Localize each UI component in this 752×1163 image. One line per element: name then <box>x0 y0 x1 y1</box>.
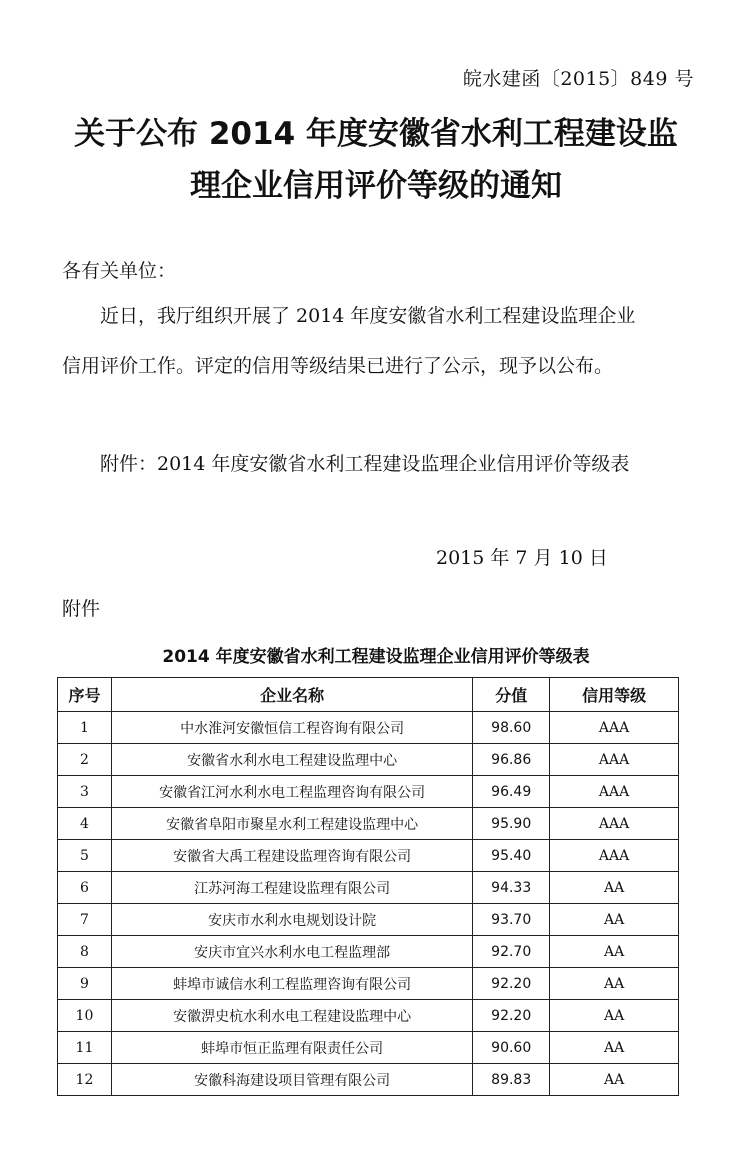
row-company-name: 安徽省大禹工程建设监理咨询有限公司 <box>111 840 472 872</box>
row-company-name: 安徽科海建设项目管理有限公司 <box>111 1064 472 1096</box>
header-company-name: 企业名称 <box>111 678 472 712</box>
attachment-label: 附件 <box>62 598 101 620</box>
table-row <box>58 744 679 776</box>
table-row <box>58 1064 679 1096</box>
table-row <box>58 1032 679 1064</box>
table-row <box>58 872 679 904</box>
body-paragraph-line-1: 近日，我厅组织开展了 2014 年度安徽省水利工程建设监理企业 <box>100 305 636 327</box>
row-index: 1 <box>58 712 112 744</box>
table-row <box>58 776 679 808</box>
row-index: 9 <box>58 968 112 1000</box>
row-company-name: 安徽省阜阳市聚星水利工程建设监理中心 <box>111 808 472 840</box>
header-score: 分值 <box>473 678 550 712</box>
row-score: 93.70 <box>473 904 550 936</box>
header-credit-grade: 信用等级 <box>550 678 679 712</box>
table-row <box>58 968 679 1000</box>
row-credit-grade: AA <box>550 968 679 1000</box>
header-index: 序号 <box>58 678 112 712</box>
table-row <box>58 904 679 936</box>
row-credit-grade: AAA <box>550 712 679 744</box>
table-row <box>58 840 679 872</box>
row-credit-grade: AAA <box>550 840 679 872</box>
table-row <box>58 936 679 968</box>
row-credit-grade: AA <box>550 1000 679 1032</box>
table-header-row <box>58 678 679 712</box>
row-credit-grade: AA <box>550 1032 679 1064</box>
row-company-name: 江苏河海工程建设监理有限公司 <box>111 872 472 904</box>
table-row <box>58 1000 679 1032</box>
credit-rating-table <box>57 677 679 1096</box>
row-score: 90.60 <box>473 1032 550 1064</box>
document-number: 皖水建函〔2015〕849 号 <box>462 68 694 90</box>
row-index: 5 <box>58 840 112 872</box>
row-company-name: 蚌埠市诚信水利工程监理咨询有限公司 <box>111 968 472 1000</box>
row-index: 3 <box>58 776 112 808</box>
row-credit-grade: AA <box>550 1064 679 1096</box>
row-company-name: 安徽省江河水利水电工程监理咨询有限公司 <box>111 776 472 808</box>
notice-title <box>40 108 712 212</box>
attachment-reference: 附件：2014 年度安徽省水利工程建设监理企业信用评价等级表 <box>100 453 630 475</box>
row-credit-grade: AAA <box>550 744 679 776</box>
row-credit-grade: AA <box>550 936 679 968</box>
row-company-name: 中水淮河安徽恒信工程咨询有限公司 <box>111 712 472 744</box>
notice-title-line-1: 关于公布 2014 年度安徽省水利工程建设监 <box>74 116 678 152</box>
row-credit-grade: AAA <box>550 776 679 808</box>
issue-date: 2015 年 7 月 10 日 <box>436 547 608 569</box>
row-index: 8 <box>58 936 112 968</box>
table-title: 2014 年度安徽省水利工程建设监理企业信用评价等级表 <box>162 647 590 667</box>
row-company-name: 安庆市宜兴水利水电工程监理部 <box>111 936 472 968</box>
row-index: 4 <box>58 808 112 840</box>
notice-title-line-2: 理企业信用评价等级的通知 <box>190 168 562 204</box>
row-score: 92.20 <box>473 968 550 1000</box>
row-score: 92.70 <box>473 936 550 968</box>
row-index: 11 <box>58 1032 112 1064</box>
row-index: 7 <box>58 904 112 936</box>
row-credit-grade: AA <box>550 904 679 936</box>
row-score: 96.49 <box>473 776 550 808</box>
row-score: 94.33 <box>473 872 550 904</box>
row-score: 89.83 <box>473 1064 550 1096</box>
row-index: 10 <box>58 1000 112 1032</box>
salutation: 各有关单位： <box>62 260 177 282</box>
body-paragraph-line-2: 信用评价工作。评定的信用等级结果已进行了公示，现予以公布。 <box>62 355 614 377</box>
row-company-name: 安徽省水利水电工程建设监理中心 <box>111 744 472 776</box>
row-index: 6 <box>58 872 112 904</box>
row-credit-grade: AA <box>550 872 679 904</box>
row-score: 92.20 <box>473 1000 550 1032</box>
row-company-name: 安庆市水利水电规划设计院 <box>111 904 472 936</box>
row-company-name: 安徽淠史杭水利水电工程建设监理中心 <box>111 1000 472 1032</box>
row-score: 96.86 <box>473 744 550 776</box>
row-company-name: 蚌埠市恒正监理有限责任公司 <box>111 1032 472 1064</box>
row-index: 12 <box>58 1064 112 1096</box>
row-score: 95.90 <box>473 808 550 840</box>
row-score: 98.60 <box>473 712 550 744</box>
table-row <box>58 808 679 840</box>
row-index: 2 <box>58 744 112 776</box>
table-row <box>58 712 679 744</box>
row-credit-grade: AAA <box>550 808 679 840</box>
row-score: 95.40 <box>473 840 550 872</box>
